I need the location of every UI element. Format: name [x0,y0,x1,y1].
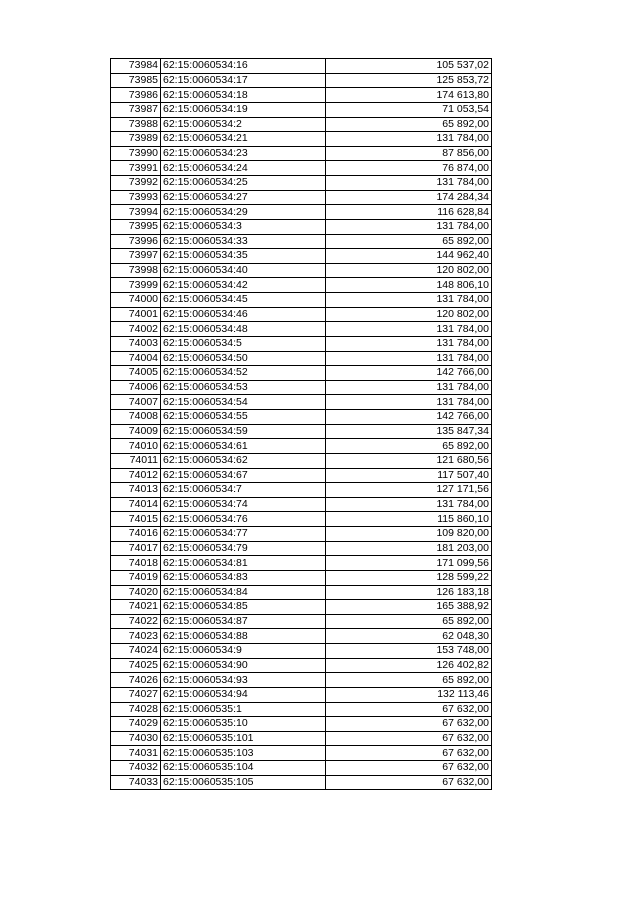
row-id-cell: 74023 [111,629,161,644]
row-id-cell: 74015 [111,512,161,527]
cadastral-number-cell: 62:15:0060534:90 [161,658,326,673]
row-id-cell: 74018 [111,556,161,571]
row-id-cell: 73996 [111,234,161,249]
cadastral-value-cell: 109 820,00 [326,527,492,542]
cadastral-number-cell: 62:15:0060534:16 [161,59,326,74]
cadastral-value-cell: 153 748,00 [326,644,492,659]
table-row [111,73,492,88]
table-row [111,161,492,176]
table-row [111,380,492,395]
row-id-cell: 74017 [111,541,161,556]
row-id-cell: 74009 [111,424,161,439]
row-id-cell: 74008 [111,410,161,425]
cadastral-number-cell: 62:15:0060534:74 [161,497,326,512]
table-row [111,88,492,103]
cadastral-value-cell: 142 766,00 [326,410,492,425]
row-id-cell: 73986 [111,88,161,103]
cadastral-value-cell: 142 766,00 [326,366,492,381]
cadastral-value-cell: 87 856,00 [326,146,492,161]
row-id-cell: 74026 [111,673,161,688]
cadastral-value-cell: 148 806,10 [326,278,492,293]
cadastral-number-cell: 62:15:0060534:84 [161,585,326,600]
cadastral-number-cell: 62:15:0060534:53 [161,380,326,395]
cadastral-value-cell: 65 892,00 [326,117,492,132]
table-row [111,600,492,615]
cadastral-number-cell: 62:15:0060534:48 [161,322,326,337]
table-row [111,658,492,673]
cadastral-number-cell: 62:15:0060534:7 [161,483,326,498]
table-row [111,351,492,366]
cadastral-number-cell: 62:15:0060535:101 [161,731,326,746]
table-row [111,176,492,191]
cadastral-number-cell: 62:15:0060534:5 [161,336,326,351]
row-id-cell: 74000 [111,293,161,308]
cadastral-number-cell: 62:15:0060534:24 [161,161,326,176]
table-row [111,731,492,746]
cadastral-value-cell: 174 284,34 [326,190,492,205]
cadastral-number-cell: 62:15:0060534:79 [161,541,326,556]
cadastral-number-cell: 62:15:0060534:85 [161,600,326,615]
cadastral-value-cell: 131 784,00 [326,132,492,147]
cadastral-value-cell: 126 183,18 [326,585,492,600]
row-id-cell: 74024 [111,644,161,659]
cadastral-value-cell: 121 680,56 [326,453,492,468]
table-row [111,59,492,74]
row-id-cell: 74010 [111,439,161,454]
row-id-cell: 74031 [111,746,161,761]
cadastral-value-cell: 116 628,84 [326,205,492,220]
cadastral-number-cell: 62:15:0060535:10 [161,717,326,732]
cadastral-number-cell: 62:15:0060534:61 [161,439,326,454]
row-id-cell: 74032 [111,761,161,776]
cadastral-number-cell: 62:15:0060534:21 [161,132,326,147]
table-row [111,527,492,542]
table-row [111,190,492,205]
cadastral-number-cell: 62:15:0060534:45 [161,293,326,308]
cadastral-number-cell: 62:15:0060534:25 [161,176,326,191]
cadastral-value-cell: 65 892,00 [326,614,492,629]
cadastral-value-cell: 144 962,40 [326,249,492,264]
table-row [111,293,492,308]
cadastral-value-cell: 62 048,30 [326,629,492,644]
table-row [111,307,492,322]
cadastral-number-cell: 62:15:0060534:77 [161,527,326,542]
table-row [111,322,492,337]
cadastral-number-cell: 62:15:0060534:59 [161,424,326,439]
cadastral-value-cell: 132 113,46 [326,687,492,702]
cadastral-value-cell: 181 203,00 [326,541,492,556]
table-row [111,541,492,556]
table-row [111,439,492,454]
table-row [111,468,492,483]
cadastral-number-cell: 62:15:0060534:42 [161,278,326,293]
cadastral-value-cell: 76 874,00 [326,161,492,176]
row-id-cell: 73992 [111,176,161,191]
table-row [111,687,492,702]
table-row [111,746,492,761]
row-id-cell: 73989 [111,132,161,147]
cadastral-value-cell: 125 853,72 [326,73,492,88]
table-row [111,395,492,410]
cadastral-number-cell: 62:15:0060534:9 [161,644,326,659]
cadastral-number-cell: 62:15:0060534:33 [161,234,326,249]
cadastral-value-cell: 67 632,00 [326,717,492,732]
cadastral-number-cell: 62:15:0060534:67 [161,468,326,483]
table-row [111,761,492,776]
cadastral-value-cell: 65 892,00 [326,439,492,454]
cadastral-number-cell: 62:15:0060534:18 [161,88,326,103]
cadastral-number-cell: 62:15:0060534:23 [161,146,326,161]
cadastral-value-cell: 131 784,00 [326,380,492,395]
cadastral-number-cell: 62:15:0060534:27 [161,190,326,205]
cadastral-number-cell: 62:15:0060534:88 [161,629,326,644]
cadastral-value-cell: 120 802,00 [326,263,492,278]
table-row [111,263,492,278]
cadastral-value-cell: 105 537,02 [326,59,492,74]
cadastral-value-cell: 131 784,00 [326,497,492,512]
cadastral-number-cell: 62:15:0060535:105 [161,775,326,790]
row-id-cell: 74022 [111,614,161,629]
table-row [111,483,492,498]
cadastral-number-cell: 62:15:0060535:1 [161,702,326,717]
table-row [111,102,492,117]
table-row [111,146,492,161]
row-id-cell: 74016 [111,527,161,542]
cadastral-number-cell: 62:15:0060534:62 [161,453,326,468]
table-row [111,336,492,351]
row-id-cell: 74030 [111,731,161,746]
table-row [111,556,492,571]
row-id-cell: 74033 [111,775,161,790]
cadastral-value-cell: 67 632,00 [326,731,492,746]
cadastral-number-cell: 62:15:0060534:29 [161,205,326,220]
cadastral-number-cell: 62:15:0060534:2 [161,117,326,132]
table-body [111,59,492,790]
table-row [111,570,492,585]
cadastral-number-cell: 62:15:0060534:19 [161,102,326,117]
cadastral-number-cell: 62:15:0060534:17 [161,73,326,88]
table-row [111,702,492,717]
table-row [111,614,492,629]
cadastral-value-cell: 171 099,56 [326,556,492,571]
cadastral-value-cell: 71 053,54 [326,102,492,117]
row-id-cell: 73984 [111,59,161,74]
cadastral-number-cell: 62:15:0060534:81 [161,556,326,571]
row-id-cell: 74002 [111,322,161,337]
table-row [111,410,492,425]
cadastral-number-cell: 62:15:0060534:40 [161,263,326,278]
cadastral-number-cell: 62:15:0060534:83 [161,570,326,585]
cadastral-number-cell: 62:15:0060534:54 [161,395,326,410]
cadastral-number-cell: 62:15:0060534:93 [161,673,326,688]
table-row [111,673,492,688]
row-id-cell: 74005 [111,366,161,381]
table-row [111,629,492,644]
row-id-cell: 74007 [111,395,161,410]
row-id-cell: 73987 [111,102,161,117]
cadastral-value-cell: 120 802,00 [326,307,492,322]
table-row [111,644,492,659]
table-row [111,219,492,234]
cadastral-number-cell: 62:15:0060534:35 [161,249,326,264]
row-id-cell: 74003 [111,336,161,351]
table-row [111,497,492,512]
cadastral-value-cell: 131 784,00 [326,395,492,410]
cadastral-number-cell: 62:15:0060534:55 [161,410,326,425]
row-id-cell: 74019 [111,570,161,585]
row-id-cell: 73991 [111,161,161,176]
table-row [111,234,492,249]
row-id-cell: 74014 [111,497,161,512]
table-row [111,585,492,600]
cadastral-value-cell: 128 599,22 [326,570,492,585]
cadastral-value-cell: 131 784,00 [326,219,492,234]
table-row [111,512,492,527]
row-id-cell: 73985 [111,73,161,88]
row-id-cell: 74011 [111,453,161,468]
row-id-cell: 74027 [111,687,161,702]
row-id-cell: 74028 [111,702,161,717]
cadastral-number-cell: 62:15:0060535:103 [161,746,326,761]
table-row [111,132,492,147]
cadastral-value-cell: 131 784,00 [326,293,492,308]
row-id-cell: 74004 [111,351,161,366]
row-id-cell: 74012 [111,468,161,483]
row-id-cell: 74001 [111,307,161,322]
table-row [111,278,492,293]
cadastral-number-cell: 62:15:0060534:3 [161,219,326,234]
cadastral-number-cell: 62:15:0060534:87 [161,614,326,629]
row-id-cell: 74006 [111,380,161,395]
row-id-cell: 74021 [111,600,161,615]
table-row [111,249,492,264]
row-id-cell: 73993 [111,190,161,205]
table-row [111,717,492,732]
table-row [111,775,492,790]
cadastral-value-cell: 65 892,00 [326,234,492,249]
cadastral-number-cell: 62:15:0060535:104 [161,761,326,776]
row-id-cell: 73990 [111,146,161,161]
table-row [111,117,492,132]
table-row [111,453,492,468]
row-id-cell: 74013 [111,483,161,498]
cadastral-value-cell: 126 402,82 [326,658,492,673]
cadastral-value-cell: 117 507,40 [326,468,492,483]
row-id-cell: 74025 [111,658,161,673]
row-id-cell: 73995 [111,219,161,234]
cadastral-value-cell: 131 784,00 [326,336,492,351]
cadastral-number-cell: 62:15:0060534:52 [161,366,326,381]
cadastral-value-cell: 67 632,00 [326,775,492,790]
cadastral-value-cell: 174 613,80 [326,88,492,103]
row-id-cell: 73997 [111,249,161,264]
cadastral-value-cell: 131 784,00 [326,351,492,366]
table-row [111,205,492,220]
cadastral-value-cell: 67 632,00 [326,761,492,776]
row-id-cell: 73999 [111,278,161,293]
cadastral-number-cell: 62:15:0060534:50 [161,351,326,366]
row-id-cell: 73994 [111,205,161,220]
row-id-cell: 74029 [111,717,161,732]
cadastral-value-cell: 165 388,92 [326,600,492,615]
table-row [111,424,492,439]
row-id-cell: 73988 [111,117,161,132]
cadastral-value-cell: 131 784,00 [326,176,492,191]
row-id-cell: 73998 [111,263,161,278]
cadastral-value-cell: 115 860,10 [326,512,492,527]
cadastral-number-cell: 62:15:0060534:46 [161,307,326,322]
cadastral-value-cell: 67 632,00 [326,746,492,761]
cadastral-value-cell: 127 171,56 [326,483,492,498]
table-row [111,366,492,381]
cadastral-value-cell: 65 892,00 [326,673,492,688]
cadastral-value-cell: 135 847,34 [326,424,492,439]
row-id-cell: 74020 [111,585,161,600]
cadastral-value-cell: 67 632,00 [326,702,492,717]
cadastral-number-cell: 62:15:0060534:76 [161,512,326,527]
cadastral-value-cell: 131 784,00 [326,322,492,337]
cadastral-number-cell: 62:15:0060534:94 [161,687,326,702]
cadastral-values-table [110,58,492,790]
